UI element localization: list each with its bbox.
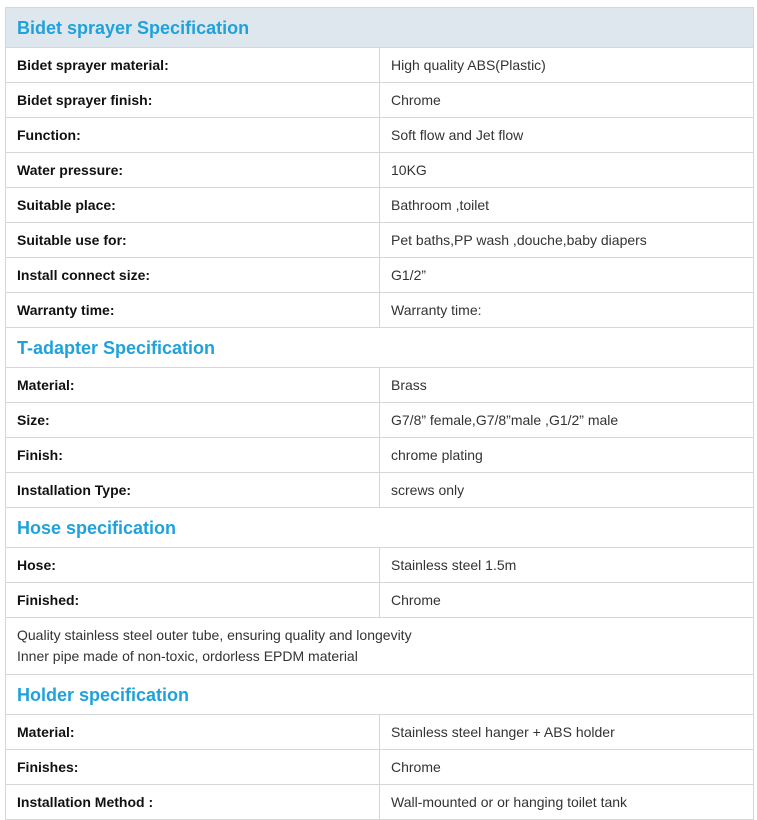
- spec-value: Chrome: [380, 750, 754, 785]
- spec-label: Finishes:: [6, 750, 380, 785]
- spec-label: Water pressure:: [6, 153, 380, 188]
- section-header-holder: [6, 675, 754, 715]
- spec-value: Chrome: [380, 583, 754, 618]
- spec-value: chrome plating: [380, 438, 754, 473]
- table-row: [6, 258, 754, 293]
- table-row: [6, 715, 754, 750]
- table-row: [6, 293, 754, 328]
- section-header-hose: [6, 508, 754, 548]
- section-title: Holder specification: [6, 675, 754, 715]
- spec-value: Chrome: [380, 83, 754, 118]
- table-row: [6, 83, 754, 118]
- spec-value: 10KG: [380, 153, 754, 188]
- spec-value: Pet baths,PP wash ,douche,baby diapers: [380, 223, 754, 258]
- table-row: [6, 750, 754, 785]
- specification-table: [5, 7, 754, 820]
- table-row: [6, 223, 754, 258]
- spec-label: Installation Type:: [6, 473, 380, 508]
- section-title: T-adapter Specification: [6, 328, 754, 368]
- table-row: [6, 473, 754, 508]
- table-row: [6, 403, 754, 438]
- spec-label: Size:: [6, 403, 380, 438]
- table-row: [6, 368, 754, 403]
- spec-label: Bidet sprayer material:: [6, 48, 380, 83]
- spec-value: High quality ABS(Plastic): [380, 48, 754, 83]
- spec-label: Function:: [6, 118, 380, 153]
- spec-label: Suitable use for:: [6, 223, 380, 258]
- spec-label: Bidet sprayer finish:: [6, 83, 380, 118]
- spec-label: Material:: [6, 715, 380, 750]
- spec-label: Suitable place:: [6, 188, 380, 223]
- spec-value: Brass: [380, 368, 754, 403]
- spec-value: G1/2”: [380, 258, 754, 293]
- spec-label: Finish:: [6, 438, 380, 473]
- spec-value: Wall-mounted or or hanging toilet tank: [380, 785, 754, 820]
- section-header-bidet-sprayer: [6, 8, 754, 48]
- section-header-t-adapter: [6, 328, 754, 368]
- hose-note-row: [6, 618, 754, 675]
- table-row: [6, 153, 754, 188]
- section-title: Bidet sprayer Specification: [6, 8, 754, 48]
- note-line: Inner pipe made of non-toxic, ordorless EPDM material: [17, 648, 358, 664]
- table-row: [6, 548, 754, 583]
- table-row: [6, 583, 754, 618]
- table-row: [6, 438, 754, 473]
- table-row: [6, 785, 754, 820]
- spec-value: G7/8” female,G7/8”male ,G1/2” male: [380, 403, 754, 438]
- spec-value: Warranty time:: [380, 293, 754, 328]
- table-row: [6, 188, 754, 223]
- table-row: [6, 48, 754, 83]
- spec-label: Installation Method :: [6, 785, 380, 820]
- hose-note: [6, 618, 754, 675]
- spec-label: Install connect size:: [6, 258, 380, 293]
- section-title: Hose specification: [6, 508, 754, 548]
- spec-label: Material:: [6, 368, 380, 403]
- note-line: Quality stainless steel outer tube, ensuring quality and longevity: [17, 627, 412, 643]
- spec-value: Stainless steel hanger + ABS holder: [380, 715, 754, 750]
- spec-label: Finished:: [6, 583, 380, 618]
- table-row: [6, 118, 754, 153]
- spec-label: Warranty time:: [6, 293, 380, 328]
- spec-value: screws only: [380, 473, 754, 508]
- spec-value: Bathroom ,toilet: [380, 188, 754, 223]
- spec-label: Hose:: [6, 548, 380, 583]
- spec-value: Soft flow and Jet flow: [380, 118, 754, 153]
- spec-value: Stainless steel 1.5m: [380, 548, 754, 583]
